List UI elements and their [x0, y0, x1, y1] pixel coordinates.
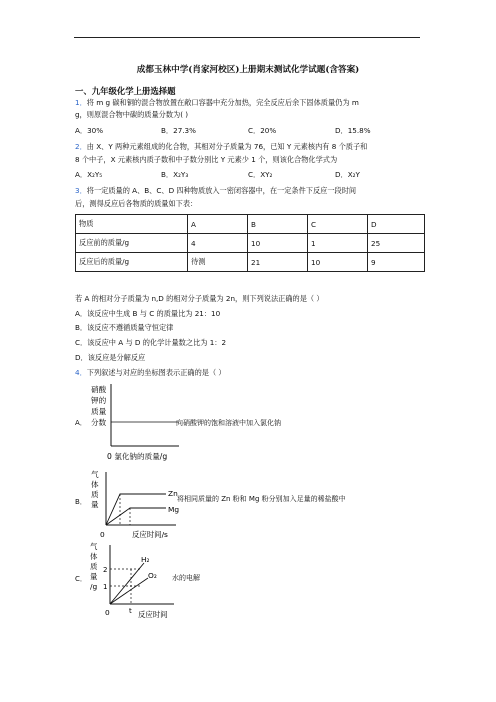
graph-a-description: 向硝酸钾的饱和溶液中加入氯化钠 [176, 419, 281, 427]
q4-text: 下列叙述与对应的坐标图表示正确的是（ ） [86, 368, 226, 377]
graph-a-ylabel: 质量 [91, 407, 107, 416]
graph-c-o2-line [110, 578, 148, 604]
q3-option-b[interactable]: B．该反应不遵循质量守恒定律 [75, 323, 174, 332]
graph-a-ylabel: 分数 [91, 418, 107, 427]
q3-option-c[interactable]: C．该反应中 A 与 D 的化学计量数之比为 1：2 [75, 338, 227, 347]
table-cell: D [368, 215, 425, 234]
table-cell: 反应后的质量/g [76, 253, 188, 272]
q4-option-a-letter[interactable]: A． [75, 419, 87, 427]
graph-c-ylabel: /g [90, 582, 98, 591]
q2-number: 2． [75, 142, 87, 151]
q4-stem [75, 368, 226, 378]
graph-b-xlabel: 反应时间/s [132, 530, 168, 539]
q1-line1 [75, 98, 359, 108]
graph-c-h2-label: H₂ [141, 555, 150, 564]
graph-b-ylabel: 体 [91, 480, 99, 489]
q3-text1: 将一定质量的 A、B、C、D 四种物质放入一密闭容器中，在一定条件下反应一段时间 [86, 186, 357, 195]
q1-number: 1． [75, 98, 87, 107]
table-cell: C [308, 215, 368, 234]
table-cell: 1 [308, 234, 368, 253]
q1-text1: 将 m g 碳和铜的混合物放置在敞口容器中充分加热，完全反应后余下固体质量仍为 m [86, 98, 359, 107]
q1-option-b[interactable]: B．27.3% [161, 126, 196, 135]
table-cell: 物质 [76, 215, 188, 234]
q2-text1: 由 X、Y 两种元素组成的化合物，其相对分子质量为 76，已知 Y 元素核内有 8 个质子和 [86, 142, 368, 151]
graph-c-ylabel: 量 [90, 572, 98, 581]
q2-option-a[interactable]: A．X₂Y₅ [75, 170, 103, 179]
graph-c-ytick: 2 [103, 566, 108, 574]
page-title: 成都玉林中学(肖家河校区)上册期末测试化学试题(含答案) [136, 65, 360, 75]
q3-line2: 后，测得反应后各物质的质量如下表： [75, 199, 198, 208]
table-cell: 待测 [188, 253, 248, 272]
q4-option-c-letter[interactable]: C． [75, 575, 87, 583]
graph-a-xlabel: 0 氯化钠的质量/g [107, 452, 168, 461]
table-cell: 反应前的质量/g [76, 234, 188, 253]
graph-b-zn-line [106, 494, 166, 525]
table-header-row [76, 215, 425, 234]
graph-b-ylabel: 量 [91, 500, 99, 509]
graph-b-zn-label: Zn [168, 489, 178, 498]
q2-line1 [75, 142, 367, 152]
q2-option-c[interactable]: C．XY₂ [248, 170, 273, 179]
table-cell: 4 [188, 234, 248, 253]
q1-option-d[interactable]: D．15.8% [335, 126, 371, 135]
graph-b-ylabel: 气 [91, 470, 99, 479]
graph-b-ylabel: 质 [91, 490, 99, 499]
graph-c-ylabel: 质 [90, 562, 98, 571]
graph-c-ylabel: 气 [90, 542, 98, 551]
graph-c-xtick: t [129, 607, 132, 615]
table-row [76, 234, 425, 253]
q3-option-d[interactable]: D．该反应是分解反应 [75, 353, 146, 362]
graph-b-origin: 0 [100, 530, 105, 539]
graph-a-ylabel: 钾的 [91, 396, 107, 405]
table-row [76, 253, 425, 272]
q1-option-a[interactable]: A．30% [75, 126, 104, 135]
q4-number: 4． [75, 368, 87, 377]
q2-options [75, 170, 425, 180]
table-cell: B [248, 215, 308, 234]
graph-c-ylabel: 体 [90, 552, 98, 561]
q4-option-b-letter[interactable]: B． [75, 498, 87, 506]
graph-b-description: 将相同质量的 Zn 粉和 Mg 粉分别加入足量的稀盐酸中 [177, 495, 346, 503]
graph-c-ytick: 1 [103, 583, 108, 591]
q1-line2: g，则原混合物中碳的质量分数为( ) [75, 110, 189, 119]
table-cell: A [188, 215, 248, 234]
q1-options [75, 126, 425, 136]
q2-option-b[interactable]: B．X₂Y₃ [161, 170, 189, 179]
q2-option-d[interactable]: D．X₂Y [335, 170, 360, 179]
mass-table [75, 214, 425, 272]
q3-line1 [75, 186, 356, 196]
graph-b-mg-line [106, 508, 166, 525]
graph-a [85, 382, 185, 464]
q3-stem2: 若 A 的相对分子质量为 n,D 的相对分子质量为 2n，则下列说法正确的是（ ） [75, 294, 324, 303]
graph-b [86, 468, 186, 543]
q3-option-a[interactable]: A．该反应中生成 B 与 C 的质量比为 21：10 [75, 309, 221, 318]
graph-a-ylabel: 硝酸 [91, 385, 107, 394]
table-cell: 9 [368, 253, 425, 272]
graph-c-origin: 0 [105, 608, 110, 617]
section-heading: 一、九年级化学上册选择题 [75, 86, 176, 96]
graph-c-xlabel: 反应时间 [138, 610, 168, 619]
graph-c-o2-label: O₂ [148, 571, 157, 580]
header-rule [74, 37, 420, 38]
q1-option-c[interactable]: C．20% [248, 126, 277, 135]
graph-c-description: 水的电解 [172, 574, 200, 582]
table-cell: 10 [308, 253, 368, 272]
q3-number: 3． [75, 186, 87, 195]
table-cell: 25 [368, 234, 425, 253]
graph-b-mg-label: Mg [168, 505, 180, 514]
table-cell: 10 [248, 234, 308, 253]
table-cell: 21 [248, 253, 308, 272]
q2-line2: 8 个中子，X 元素核内质子数和中子数分别比 Y 元素少 1 个，则该化合物化学式为 [75, 155, 338, 164]
